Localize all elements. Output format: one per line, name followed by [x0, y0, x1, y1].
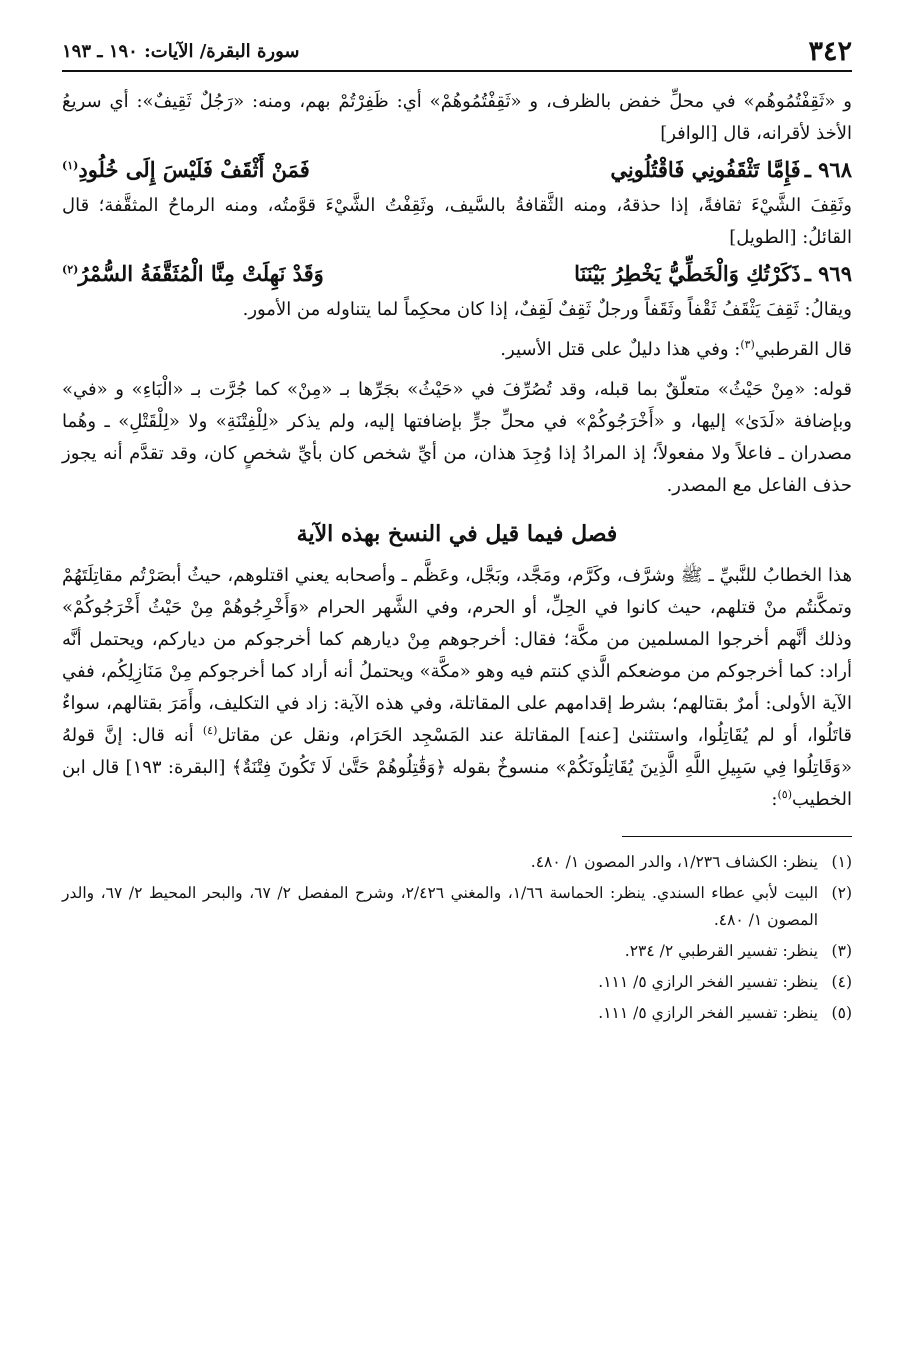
paragraph-2: وثَقِفَ الشَّيْءَ ثقافةً، إذا حذقهُ، ومنه الثَّقافةُ بالسَّيف، وثَقِفْتُ الشَّيْءَ قوَّمتُه، ومنه الرماحُ المثقَّفة؛ قال القائلُ: [الطويل]: [62, 195, 852, 248]
body-text: [62, 86, 852, 816]
paragraph-1: و «ثَقِفْتُمُوهُم» في محلِّ خفض بالظرف، و «ثَقِفْتُمُوهُمْ» أي: ظَفِرْتُمْ بهم، ومنه: «رَجُلٌ ثَقِيفٌ»: أي سريعُ الأخذ لأقرانه، قال [الوافر]: [62, 91, 852, 144]
footnote-text: ينظر: تفسير القرطبي ٢/ ٢٣٤.: [624, 942, 818, 960]
footnote-text: ينظر: الكشاف ١/٢٣٦، والدر المصون ١/ ٤٨٠.: [530, 853, 818, 871]
footnote: [62, 969, 852, 996]
verse-hemistich-text: فَمَنْ أَثْقَفْ فَلَيْسَ إِلَى خُلُودِ: [78, 157, 310, 182]
verse-number: ٩٦٩ ـ: [804, 261, 852, 286]
verse-first-hemistich: فَإِمَّا تَثْقَفُونِي فَاقْتُلُونِي: [610, 157, 801, 182]
footnote-text: ينظر: تفسير الفخر الرازي ٥/ ١١١.: [598, 1004, 818, 1022]
footnote: [62, 1000, 852, 1027]
paragraph-text: هذا الخطابُ للنَّبيِّ ـ ﷺ وشرَّف، وكَرَّم، ومَجَّد، وبَجَّل، وعَظَّم ـ وأصحابه يعني اقتلوهم، حيثُ أبصَرْتُم مقاتِلَتَهُمْ وتمكَّنتُم منْ قتلهم، حيث كانوا في الحِلِّ، أو الحرم، وفي الشَّهر الحرام «وَأَخْرِجُوهُمْ مِنْ حَيْثُ أَخْرَجُوكُمْ» وذلك أنَّهم أخرجوا المسلمين من مكَّة؛ فقال: أخرجوهم مِنْ ديارهم كما أخرجوكم من دياركم، ويحتمل أنَّه أراد: كما أخرجوكم من موضعكم الَّذي كنتم فيه وهو «مكَّة» ويحتملُ أنه أراد كما أخرجوكم مِنْ مَنَازِلِكُم، ففي الآية الأولى: أمرٌ بقتالهم؛ بشرط إقدامهم على المقاتلة، وفي هذه الآية: زاد في التكليف، وأَمَرَ بقتالهم، سواءٌ قاتَلُوا، أو لم يُقَاتِلُوا، واستثنىٰ [عنه] المقاتلة عند المَسْجِد الحَرَام، ونقل عن مقاتل: [62, 565, 852, 746]
page-number: ٣٤٢: [808, 36, 852, 67]
footnote-number: (١): [831, 853, 852, 871]
footnote: [62, 849, 852, 876]
footnotes: [62, 849, 852, 1027]
paragraph-5: قوله: «مِنْ حَيْثُ» متعلّقٌ بما قبله، وقد تُصُرِّفَ في «حَيْثُ» بجَرِّها بـ «مِنْ» كما جُرَّت بـ «الْبَاءِ» و «في» وبإضافة «لَدَىٰ» إليها، و «أَخْرَجُوكُمْ» في محلِّ جرٍّ بإضافتها إليه، ولم يذكر «لِلْفِتْنَةِ» ولا «لِلْقَتْلِ» ـ وهُما مصدران ـ فاعلاً ولا مفعولاً؛ إذ المرادُ إذا وُجِدَ هذان، من أيِّ شخص كان بأيِّ شخصٍ كان، وقد تقدَّم أنه يجوز حذف الفاعل مع المصدر.: [62, 379, 852, 496]
section-heading: فصل فيما قيل في النسخ بهذه الآية: [296, 521, 618, 547]
page-header: [62, 32, 852, 72]
footnote-number: (٣): [831, 942, 852, 960]
paragraph-text: أنه قال: إنَّ قولهُ «وَقَاتِلُوا فِي سَبِيلِ اللَّهِ الَّذِينَ يُقَاتِلُونَكُمْ» منسوخٌ بقوله ﴿وَقَٰتِلُوهُمْ حَتَّىٰ لَا تَكُونَ فِتْنَةٌ﴾ [البقرة: ١٩٣] قال ابن الخطيب: [62, 725, 852, 810]
footnote-number: (٤): [831, 973, 852, 991]
verse-first-hemistich: ذَكَرْتُكِ وَالْخَطِّيُّ يَخْطِرُ بَيْنَنَا: [574, 261, 801, 286]
footnote-ref: (٣): [740, 338, 755, 351]
paragraph-text: قال القرطبي: [754, 339, 852, 360]
verse-number: ٩٦٨ ـ: [804, 157, 852, 182]
verse-hemistich-text: وَقَدْ نَهِلَتْ مِنَّا الْمُثَقَّفَةُ السُّمْرُ: [78, 261, 324, 286]
paragraph-text: :: [771, 789, 778, 810]
footnote-ref: (٢): [62, 263, 79, 276]
footnote-ref: (٤): [202, 724, 218, 737]
paragraph-3: ويقالُ: ثَقِفَ يَثْقَفُ ثَقْفاً وثَقَفاً ورجلٌ ثَقِفٌ لَقِفٌ، إذا كان محكِماً لما يتناوله من الأمور.: [242, 299, 852, 320]
footnote: [62, 938, 852, 965]
footnote: [62, 880, 852, 934]
paragraph-text: : وفي هذا دليلٌ على قتل الأسير.: [500, 339, 741, 360]
footnote-text: البيت لأبي عطاء السندي. ينظر: الحماسة ١/٦٦، والمغني ٢/٤٢٦، وشرح المفصل ٢/ ٦٧، والبحر المحيط ٢/ ٦٧، والدر المصون ١/ ٤٨٠.: [62, 884, 819, 929]
footnote-number: (٥): [831, 1004, 852, 1022]
verse-second-hemistich: [62, 254, 431, 294]
verse-second-hemistich: [62, 150, 431, 190]
footnote-ref: (٥): [777, 788, 793, 801]
verse-968: [62, 150, 852, 190]
footnote-separator: [622, 836, 852, 837]
footnote-text: ينظر: تفسير الفخر الرازي ٥/ ١١١.: [598, 973, 818, 991]
footnote-number: (٢): [831, 884, 852, 902]
header-rule: [62, 70, 852, 72]
verse-969: [62, 254, 852, 294]
running-title: سورة البقرة/ الآيات: ١٩٠ ـ ١٩٣: [62, 41, 300, 62]
paragraph-4: [62, 334, 852, 366]
page: [62, 32, 852, 1031]
paragraph-6: [62, 560, 852, 816]
footnote-ref: (١): [62, 159, 79, 172]
